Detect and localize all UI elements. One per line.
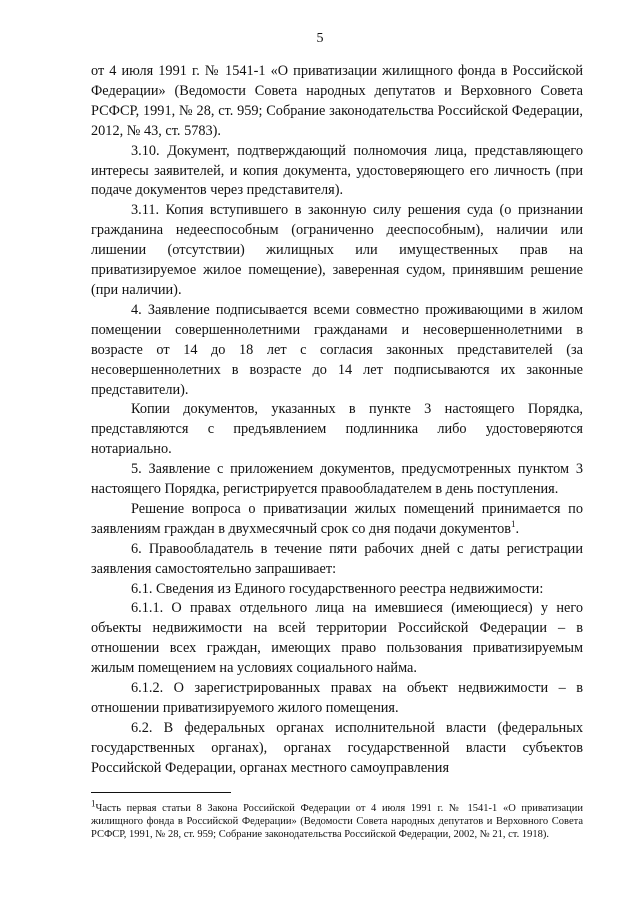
footnote-reference[interactable]: 1 (510, 519, 516, 530)
paragraph-6-1-2: 6.1.2. О зарегистрированных правах на объект недвижимости – в отношении приватизируемого жилого помещения. (91, 680, 583, 716)
footnote-text: Часть первая статьи 8 Закона Российской Федерации от 4 июля 1991 г. № 1541-1 «О приватизации жилищного фонда в Российской Федерации» (Ведомости Совета народных депутатов и Верховного Совета РСФСР, 1991, № 28, ст. 959; Собрание законодательства Российской Федерации, 2002, № 21, ст. 1918). (91, 803, 583, 841)
footnote-mark: 1 (91, 798, 96, 809)
paragraph-continuation: от 4 июля 1991 г. № 1541-1 «О приватизации жилищного фонда в Российской Федерации» (Ведомости Совета народных депутатов и Верховного Совета РСФСР, 1991, № 28, ст. 959; Собрание законодательства Российской Федерации, 2012, № 43, ст. 5783). (91, 63, 583, 139)
footnote (91, 798, 583, 842)
page-number: 5 (316, 31, 324, 46)
paragraph-6: 6. Правообладатель в течение пяти рабочих дней с даты регистрации заявления самостоятельно запрашивает: (91, 540, 583, 577)
paragraph-3-10: 3.10. Документ, подтверждающий полномочия лица, представляющего интересы заявителей, и копия документа, удостоверяющего его личность (при подаче документов через представителя). (91, 142, 583, 199)
footnote-separator (91, 792, 231, 793)
paragraph-6-1: 6.1. Сведения из Единого государственного реестра недвижимости: (131, 580, 544, 597)
paragraph-decision (91, 500, 583, 540)
paragraph-3-11: 3.11. Копия вступившего в законную силу решения суда (о признании гражданина недееспособным (ограниченно дееспособным), наличии или лишении (отсутствии) жилищных или имущественных прав на приватизируемое жилое помещение), заверенная судом, принявшим решение (при наличии). (91, 202, 583, 298)
paragraph-decision-text: Решение вопроса о приватизации жилых помещений принимается по заявлениям граждан в двухмесячный срок со дня подачи документов (91, 500, 583, 537)
paragraph-6-2: 6.2. В федеральных органах исполнительной власти (федеральных государственных органах), органах государственной власти субъектов Российской Федерации, органах местного самоуправления (91, 719, 583, 776)
paragraph-copies: Копии документов, указанных в пункте 3 настоящего Порядка, представляются с предъявлением подлинника либо удостоверяются нотариально. (91, 401, 583, 458)
paragraph-5: 5. Заявление с приложением документов, предусмотренных пунктом 3 настоящего Порядка, регистрируется правообладателем в день поступления. (91, 461, 583, 498)
paragraph-decision-tail: . (515, 520, 520, 537)
paragraph-6-1-1: 6.1.1. О правах отдельного лица на имевшиеся (имеющиеся) у него объекты недвижимости на всей территории Российской Федерации – в отношении всех граждан, имеющих право пользования приватизируемым жилым помещением на условиях социального найма. (91, 600, 583, 677)
document-body (91, 62, 583, 779)
paragraph-4: 4. Заявление подписывается всеми совместно проживающими в жилом помещении совершеннолетними гражданами и несовершеннолетними в возрасте от 14 до 18 лет с согласия законных представителей (за несовершеннолетних в возрасте до 14 лет подписываются их законные представители). (91, 301, 583, 398)
